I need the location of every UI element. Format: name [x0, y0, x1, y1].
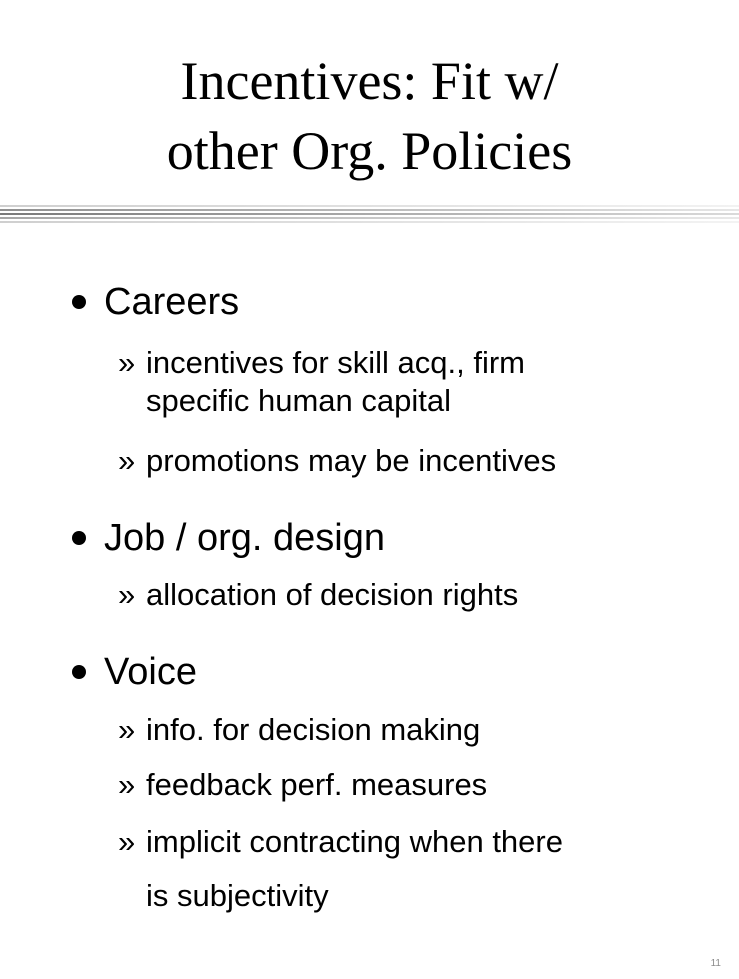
double-chevron-icon: »: [118, 767, 136, 802]
bullet-dot-icon: [72, 665, 86, 679]
bullet-job-org-design: [72, 516, 385, 560]
double-chevron-icon: »: [118, 824, 136, 859]
subitem: [118, 442, 556, 480]
subitem: [118, 576, 518, 614]
subitem-line: incentives for skill acq., firm: [146, 345, 525, 380]
double-chevron-icon: »: [118, 345, 136, 380]
page-number: 11: [710, 958, 721, 969]
bullet-dot-icon: [72, 295, 86, 309]
slide-title-line-1: Incentives: Fit w/: [180, 51, 559, 111]
subitem-line: specific human capital: [146, 383, 451, 418]
bullet-careers: [72, 280, 239, 324]
bullet-label: Job / org. design: [104, 517, 385, 559]
slide-title-line-2: other Org. Policies: [166, 121, 573, 181]
subitem-line: info. for decision making: [146, 712, 481, 747]
subitem: [118, 344, 525, 420]
subitem-line: feedback perf. measures: [146, 767, 488, 802]
bullet-dot-icon: [72, 531, 86, 545]
subitem: [118, 711, 480, 749]
subitem: [118, 823, 563, 923]
bullet-label: Voice: [104, 651, 197, 693]
subitem-line: implicit contracting when there: [146, 824, 563, 859]
bullet-label: Careers: [104, 281, 240, 323]
double-chevron-icon: »: [118, 443, 136, 478]
subitem-line: promotions may be incentives: [146, 443, 557, 478]
subitem: [118, 766, 487, 804]
bullet-voice: [72, 650, 197, 694]
double-chevron-icon: »: [118, 577, 136, 612]
subitem-line: is subjectivity: [146, 878, 329, 913]
subitem-line: allocation of decision rights: [146, 577, 519, 612]
double-chevron-icon: »: [118, 712, 136, 747]
